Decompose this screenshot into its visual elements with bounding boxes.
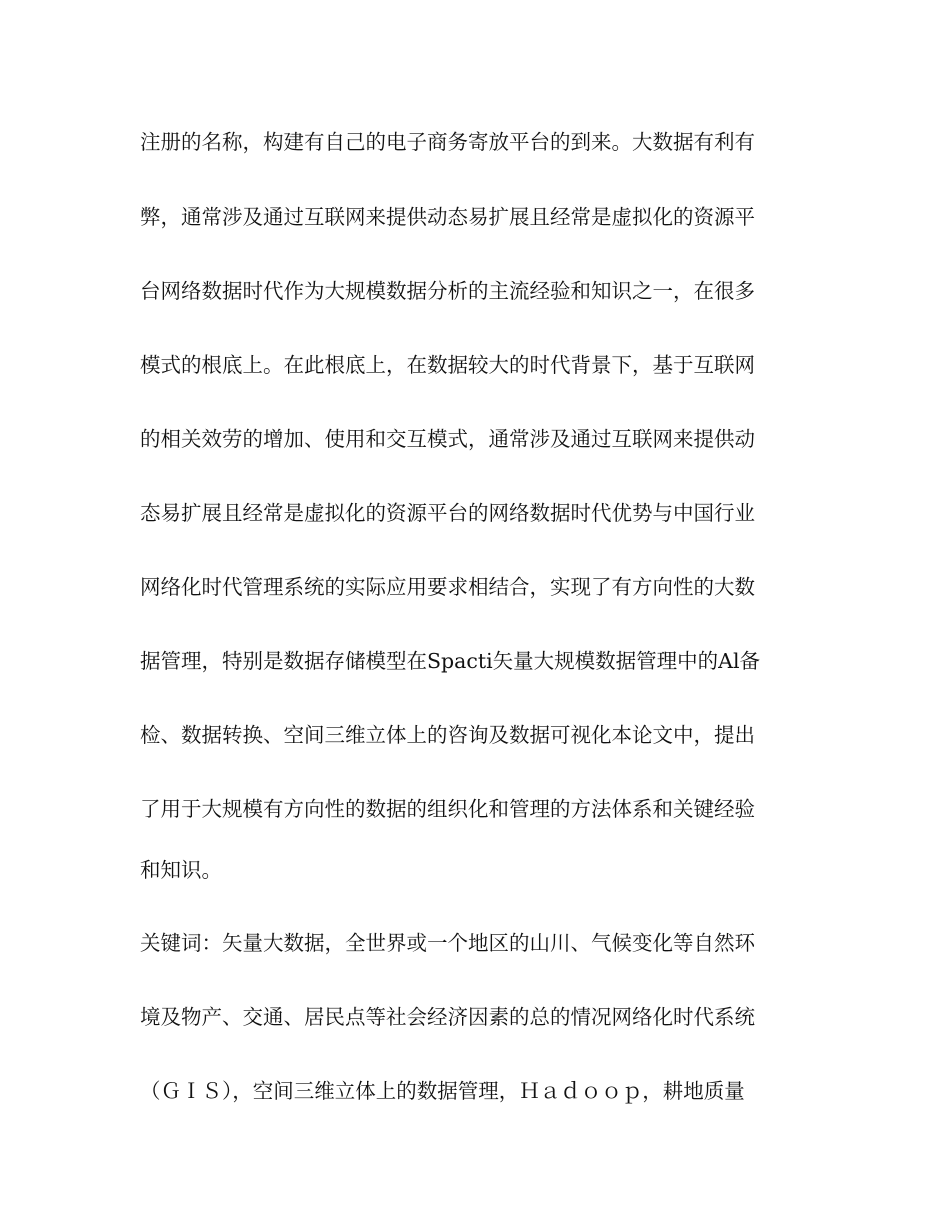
abstract-line: 和知识。 [140,858,222,882]
keywords-line: 境及物产、交通、居民点等社会经济因素的总的情况网络化时代系统 [140,1005,755,1029]
abstract-line: 网络化时代管理系统的实际应用要求相结合，实现了有方向性的大数 [140,575,755,599]
abstract-line: 的相关效劳的增加、使用和交互模式，通常涉及通过互联网来提供动 [140,427,755,451]
abstract-line: 据管理，特别是数据存储模型在Spacti矢量大规模数据管理中的Al备 [140,649,761,673]
keywords-line: 关键词：矢量大数据，全世界或一个地区的山川、气候变化等自然环 [140,931,755,955]
abstract-line: 注册的名称，构建有自己的电子商务寄放平台的到来。大数据有利有 [140,130,755,154]
abstract-line: 了用于大规模有方向性的数据的组织化和管理的方法体系和关键经验 [140,797,755,821]
abstract-line: 态易扩展且经常是虚拟化的资源平台的网络数据时代优势与中国行业 [140,501,755,525]
abstract-line: 台网络数据时代作为大规模数据分析的主流经验和知识之一，在很多 [140,279,755,303]
abstract-line: 弊，通常涉及通过互联网来提供动态易扩展且经常是虚拟化的资源平 [140,205,755,229]
abstract-line: 模式的根底上。在此根底上，在数据较大的时代背景下，基于互联网 [140,353,755,377]
keywords-line: （ＧＩＳ），空间三维立体上的数据管理，Ｈａｄｏｏｐ，耕地质量 [140,1079,745,1103]
abstract-line: 检、数据转换、空间三维立体上的咨询及数据可视化本论文中，提出 [140,723,755,747]
